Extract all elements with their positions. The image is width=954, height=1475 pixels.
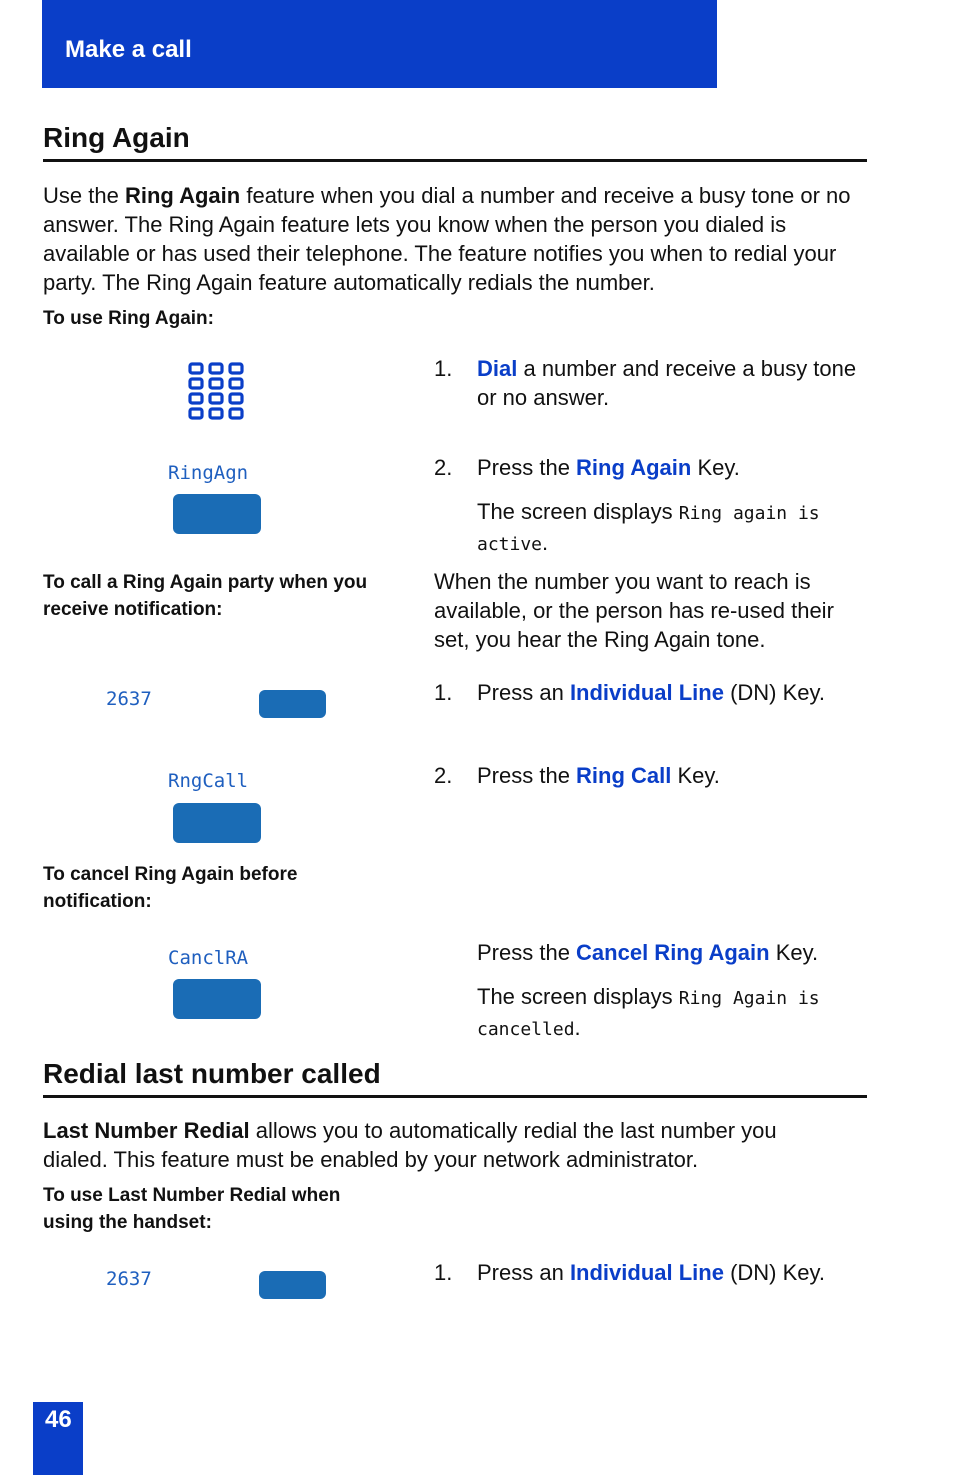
- ring-again-intro: Use the Ring Again feature when you dial a number and receive a busy tone or no answer. The Ring Again feature lets you know when the person you dialed is available or has used their telephone. The feature notifies you when to redial your party. The Ring Again feature automatically redials the number.: [43, 183, 851, 295]
- step-number: 2.: [434, 763, 453, 788]
- subhead-cancel-ring-again: To cancel Ring Again before notification:: [43, 864, 298, 912]
- ring-call-softkey[interactable]: [173, 803, 261, 843]
- header-title: Make a call: [65, 36, 192, 63]
- subhead-use-ring-again: To use Ring Again:: [43, 308, 214, 329]
- individual-line-key[interactable]: [259, 1271, 326, 1299]
- dn-label: 2637: [106, 1268, 152, 1290]
- individual-line-key[interactable]: [259, 690, 326, 718]
- subhead-call-ring-again-party: To call a Ring Again party when you receive notification:: [43, 572, 368, 620]
- subhead-use-last-number-redial: To use Last Number Redial when using the handset:: [43, 1185, 341, 1233]
- redial-intro: Last Number Redial allows you to automatically redial the last number you dialed. This feature must be enabled by your network administrator.: [43, 1118, 777, 1172]
- dn-label: 2637: [106, 688, 152, 710]
- section-heading-redial: Redial last number called: [43, 1058, 381, 1089]
- step-press-ring-again: Press the Ring Again Key.: [477, 455, 740, 480]
- screen-message-cancelled: The screen displays Ring Again is cancelled.: [477, 984, 820, 1040]
- step-dial-text: Dial a number and receive a busy tone or no answer.: [477, 356, 857, 410]
- step-number: 1.: [434, 356, 453, 381]
- softkey-label-ringagn: RingAgn: [168, 462, 249, 484]
- heading-rule: [43, 1095, 867, 1098]
- step-press-individual-line: Press an Individual Line (DN) Key.: [477, 680, 825, 705]
- screen-message-active: The screen displays Ring again is active.: [477, 499, 820, 555]
- step-press-ring-call: Press the Ring Call Key.: [477, 763, 720, 788]
- step-press-individual-line: Press an Individual Line (DN) Key.: [477, 1260, 825, 1285]
- softkey-label-canclra: CanclRA: [168, 947, 249, 969]
- step-number: 2.: [434, 455, 453, 480]
- notification-text: When the number you want to reach is available, or the person has re-used their set, you hear the Ring Again tone.: [434, 569, 834, 652]
- section-heading-ring-again: Ring Again: [43, 122, 190, 153]
- page-number: 46: [45, 1406, 72, 1433]
- step-number: 1.: [434, 680, 453, 705]
- softkey-label-rngcall: RngCall: [168, 770, 249, 792]
- keypad-icon: [186, 360, 248, 424]
- ring-again-softkey[interactable]: [173, 494, 261, 534]
- cancel-ring-again-softkey[interactable]: [173, 979, 261, 1019]
- heading-rule: [43, 159, 867, 162]
- step-number: 1.: [434, 1260, 453, 1285]
- step-press-cancel-ring-again: Press the Cancel Ring Again Key.: [477, 940, 819, 965]
